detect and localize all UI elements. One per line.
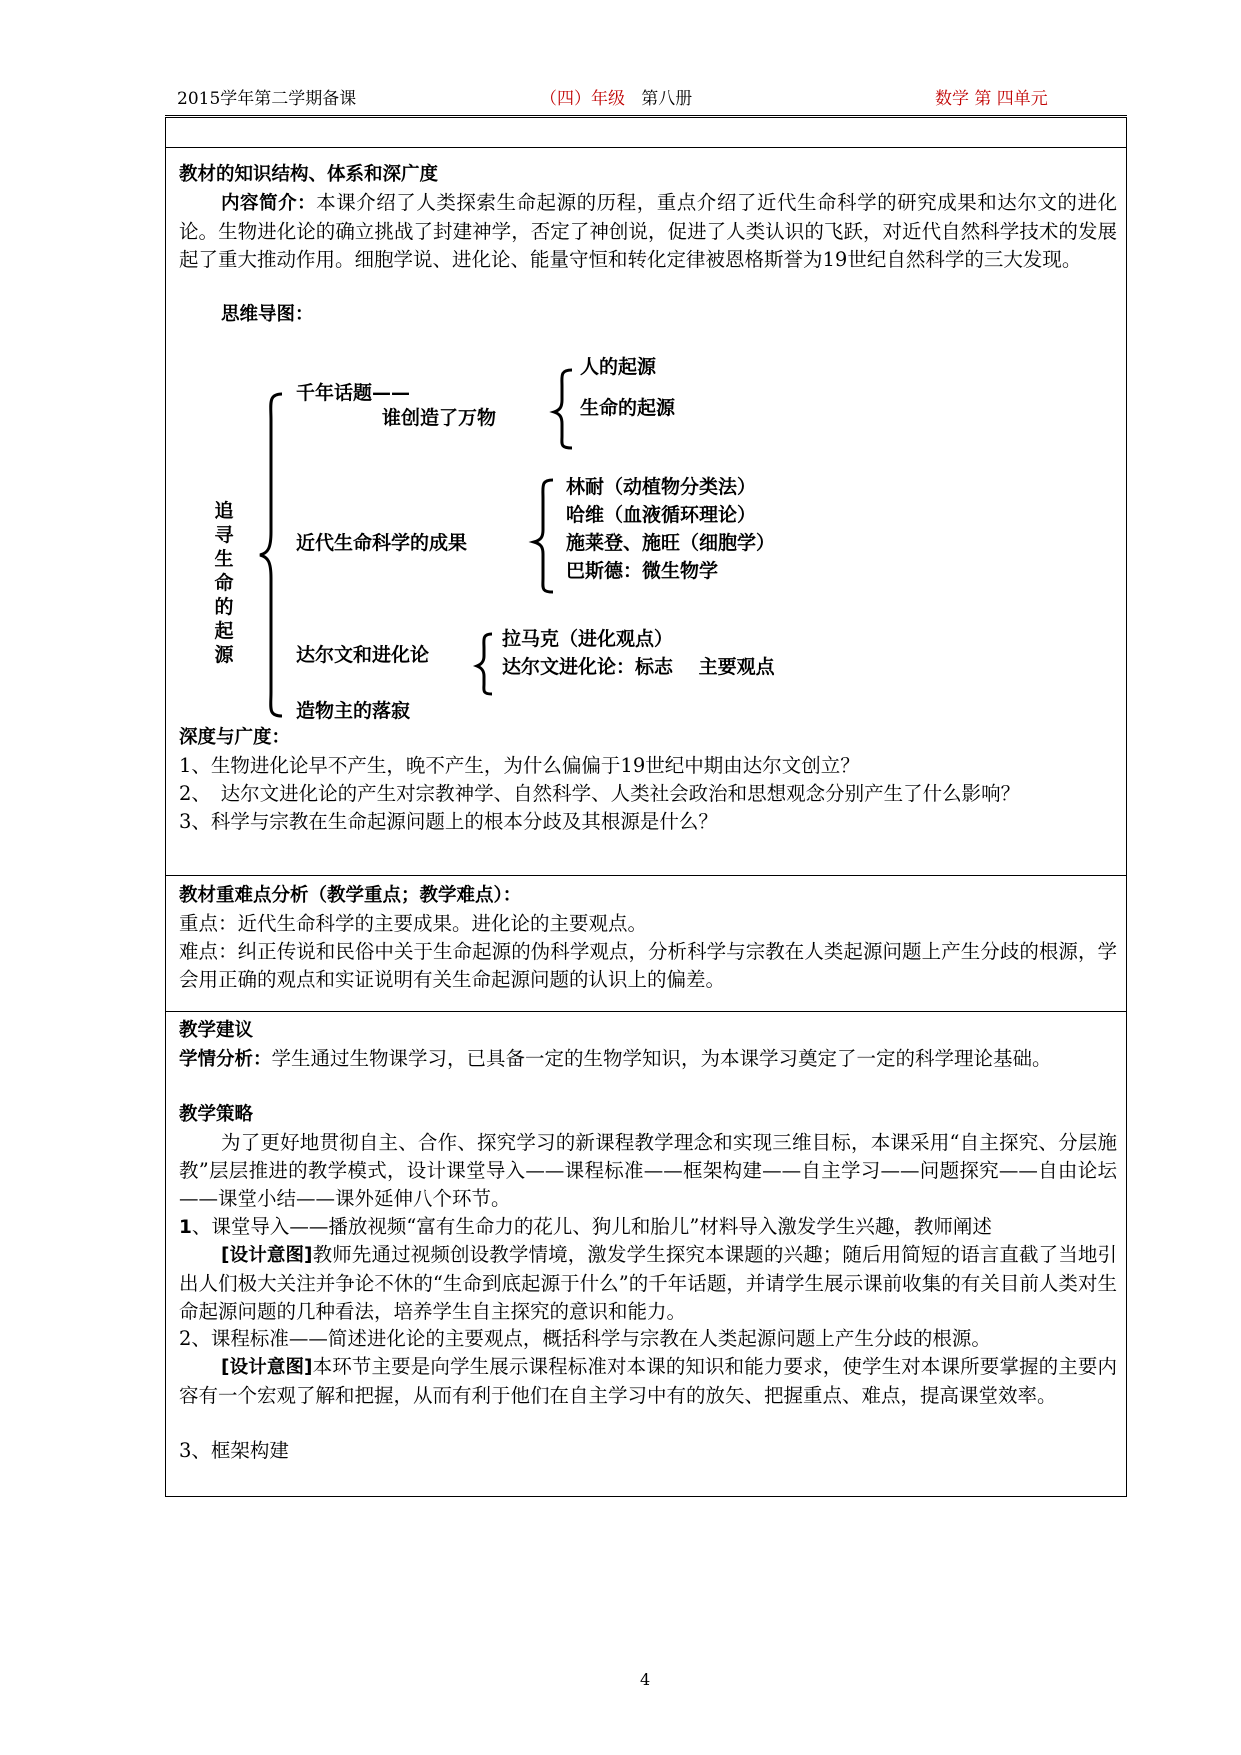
design-2-text: 本环节主要是向学生展示课程标准对本课的知识和能力要求，使学生对本课所要掌握的主要内容有一个宏观了解和把握，从而有利于他们在自主学习中有的放矢、把握重点、难点，提高课堂效率。 — [179, 1355, 1117, 1407]
design-label: [设计意图] — [221, 1245, 313, 1266]
mindmap-brace-1 — [554, 370, 572, 448]
header-grade-text: （四）年级 — [540, 89, 625, 109]
depth-question-2: 2、 达尔文进化论的产生对宗教神学、自然科学、人类社会政治和思想观念分别产生了什么影响？ — [179, 782, 1021, 805]
section-suggestion-title: 教学建议 — [179, 1020, 254, 1041]
mindmap-leaf: 人的起源 — [580, 356, 657, 378]
mindmap-main-brace — [260, 394, 282, 716]
intro-label: 内容简介： — [221, 193, 317, 214]
section-structure-title: 教材的知识结构、体系和深广度 — [179, 164, 439, 185]
mindmap-leaf: 哈维（血液循环理论） — [566, 504, 757, 526]
depth-question-1: 1、生物进化论早不产生，晚不产生，为什么偏偏于19世纪中期由达尔文创立？ — [179, 754, 860, 777]
mindmap-leaf: 生命的起源 — [580, 397, 676, 419]
step-1-text: 、课堂导入——播放视频“富有生命力的花儿、狗儿和胎儿”材料导入激发学生兴趣，教师阐述 — [191, 1215, 992, 1238]
mindmap-branch-4: 造物主的落寂 — [296, 700, 411, 722]
intro-text: 本课介绍了人类探索生命起源的历程，重点介绍了近代生命科学的研究成果和达尔文的进化论。生物进化论的确立挑战了封建神学，否定了神创说，促进了人类认识的飞跃，对近代自然科学技术的发展起了重大推动作用。细胞学说、进化论、能量守恒和转化定律被恩格斯誉为19世纪自然科学的三大发现。 — [179, 191, 1117, 271]
strategy-title: 教学策略 — [179, 1104, 254, 1125]
mindmap-branch-3: 达尔文和进化论 — [296, 644, 430, 666]
mindmap-leaf: 施莱登、施旺（细胞学） — [566, 532, 776, 554]
difficult-point: 难点：纠正传说和民俗中关于生命起源的伪科学观点，分析科学与宗教在人类起源问题上产生分歧的根源，学会用正确的观点和实证说明有关生命起源问题的认识上的偏差。 — [179, 940, 1117, 991]
mindmap-leaf: 拉马克（进化观点） — [502, 628, 674, 650]
mindmap-brace-2 — [534, 480, 553, 592]
analysis-label: 学情分析： — [179, 1049, 272, 1070]
analysis-text: 学生通过生物课学习，已具备一定的生物学知识，为本课学习奠定了一定的科学理论基础。 — [271, 1047, 1052, 1070]
header-volume: 第八册 — [641, 89, 693, 109]
mindmap-branch-1-line1: 千年话题—— — [296, 382, 411, 404]
depth-question-3: 3、科学与宗教在生命起源问题上的根本分歧及其根源是什么？ — [179, 810, 718, 833]
mindmap-brace-3 — [477, 634, 492, 694]
mindmap-branch-2: 近代生命科学的成果 — [296, 532, 468, 554]
key-point: 重点：近代生命科学的主要成果。进化论的主要观点。 — [179, 912, 648, 935]
step-1-number: 1 — [179, 1217, 192, 1238]
page-number: 4 — [640, 1670, 651, 1689]
mindmap-leaf: 林耐（动植物分类法） — [566, 476, 757, 498]
header-course-info: 2015学年第二学期备课 — [177, 89, 357, 109]
mindmap-label: 思维导图： — [221, 304, 314, 325]
mindmap-leaf: 巴斯德：微生物学 — [566, 560, 719, 582]
step-3: 3、框架构建 — [179, 1439, 289, 1462]
strategy-paragraph: 为了更好地贯彻自主、合作、探究学习的新课程教学理念和实现三维目标，本课采用“自主探究、分层施教”层层推进的教学模式，设计课堂导入——课程标准——框架构建——自主学习——问题探究——自由论坛——课堂小结——课外延伸八个环节。 — [179, 1131, 1117, 1210]
header-subject-unit: 数学 第 四单元 — [935, 89, 1048, 109]
design-1-text: 教师先通过视频创设教学情境，激发学生探究本课题的兴趣；随后用简短的语言直截了当地引出人们极大关注并争论不休的“生命到底起源于什么”的千年话题，并请学生展示课前收集的有关目前人类对生命起源问题的几种看法，培养学生自主探究的意识和能力。 — [179, 1243, 1117, 1323]
depth-title: 深度与广度： — [179, 727, 291, 748]
step-2: 2、课程标准——简述进化论的主要观点，概括科学与宗教在人类起源问题上产生分歧的根源。 — [179, 1327, 991, 1350]
design-label: [设计意图] — [221, 1357, 313, 1378]
mindmap-root: 追寻生命的起源 — [214, 500, 234, 666]
section-keypoints-title: 教材重难点分析（教学重点；教学难点）： — [179, 885, 522, 906]
mindmap-branch-1-line2: 谁创造了万物 — [382, 407, 497, 429]
mindmap-leaf: 达尔文进化论：标志 主要观点 — [502, 656, 775, 678]
